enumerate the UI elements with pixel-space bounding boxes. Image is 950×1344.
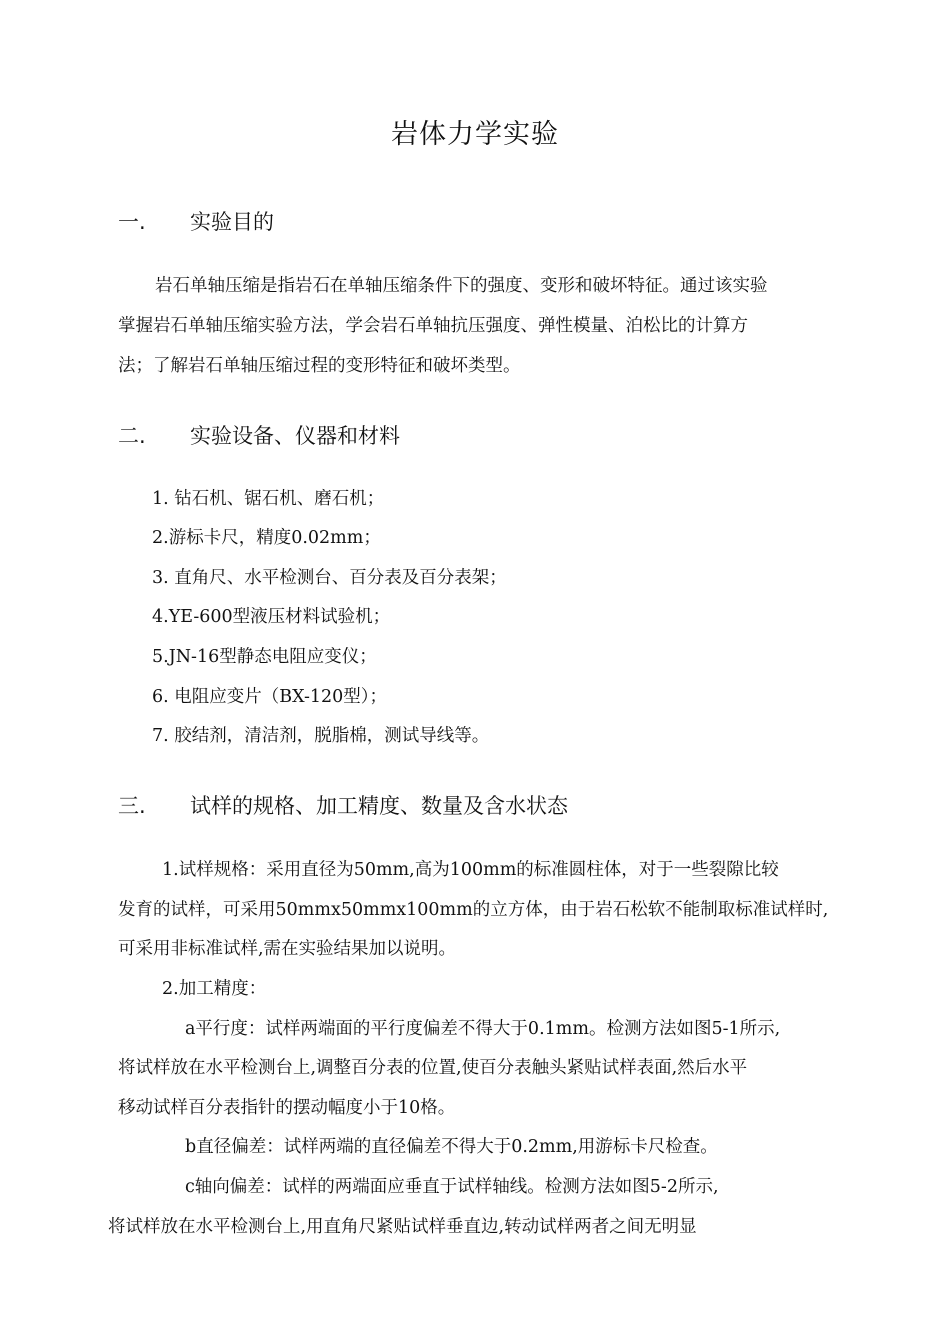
paragraph-line: 1.试样规格：采用直径为50mm,高为100mm的标准圆柱体，对于一些裂隙比较 [162, 860, 779, 880]
paragraph-line: a平行度：试样两端面的平行度偏差不得大于0.1mm。检测方法如图5-1所示, [185, 1019, 781, 1039]
paragraph-line: b直径偏差：试样两端的直径偏差不得大于0.2mm,用游标卡尺检查。 [185, 1137, 718, 1157]
paragraph-line: 将试样放在水平检测台上,用直角尺紧贴试样垂直边,转动试样两者之间无明显 [108, 1217, 697, 1237]
paragraph-line: 掌握岩石单轴压缩实验方法，学会岩石单轴抗压强度、弹性模量、泊松比的计算方 [118, 316, 748, 336]
section-number: 三. [118, 794, 146, 818]
paragraph-line: 移动试样百分表指针的摆动幅度小于10格。 [118, 1098, 456, 1118]
list-item: 5.JN-16型静态电阻应变仪； [152, 647, 377, 667]
section-heading-1 [118, 206, 274, 236]
list-item: 2.游标卡尺，精度0.02mm； [152, 528, 381, 548]
paragraph-line: c轴向偏差：试样的两端面应垂直于试样轴线。检测方法如图5-2所示, [185, 1177, 719, 1197]
section-title: 实验设备、仪器和材料 [190, 424, 400, 448]
list-item: 6. 电阻应变片（BX-120型）； [152, 687, 388, 707]
paragraph-line: 将试样放在水平检测台上,调整百分表的位置,使百分表触头紧贴试样表面,然后水平 [118, 1058, 748, 1078]
list-item: 7. 胶结剂，清洁剂，脱脂棉，测试导线等。 [152, 726, 490, 746]
paragraph-line: 法；了解岩石单轴压缩过程的变形特征和破坏类型。 [118, 356, 521, 376]
section-number: 二. [118, 424, 146, 448]
section-title: 实验目的 [190, 210, 274, 234]
paragraph-line: 岩石单轴压缩是指岩石在单轴压缩条件下的强度、变形和破坏特征。通过该实验 [155, 276, 768, 296]
list-item: 3. 直角尺、水平检测台、百分表及百分表架； [152, 568, 507, 588]
paragraph-line: 可采用非标准试样,需在实验结果加以说明。 [118, 939, 457, 959]
section-heading-3 [118, 790, 568, 820]
list-item: 4.YE-600型液压材料试验机； [152, 607, 391, 627]
page-title: 岩体力学实验 [391, 119, 559, 150]
section-number: 一. [118, 210, 146, 234]
list-item: 1. 钻石机、锯石机、磨石机； [152, 489, 385, 509]
paragraph-line: 2.加工精度： [162, 979, 267, 999]
paragraph-line: 发育的试样，可采用50mmx50mmx100mm的立方体，由于岩石松软不能制取标准试样时, [118, 900, 829, 920]
section-heading-2 [118, 420, 400, 450]
section-title: 试样的规格、加工精度、数量及含水状态 [190, 794, 568, 818]
